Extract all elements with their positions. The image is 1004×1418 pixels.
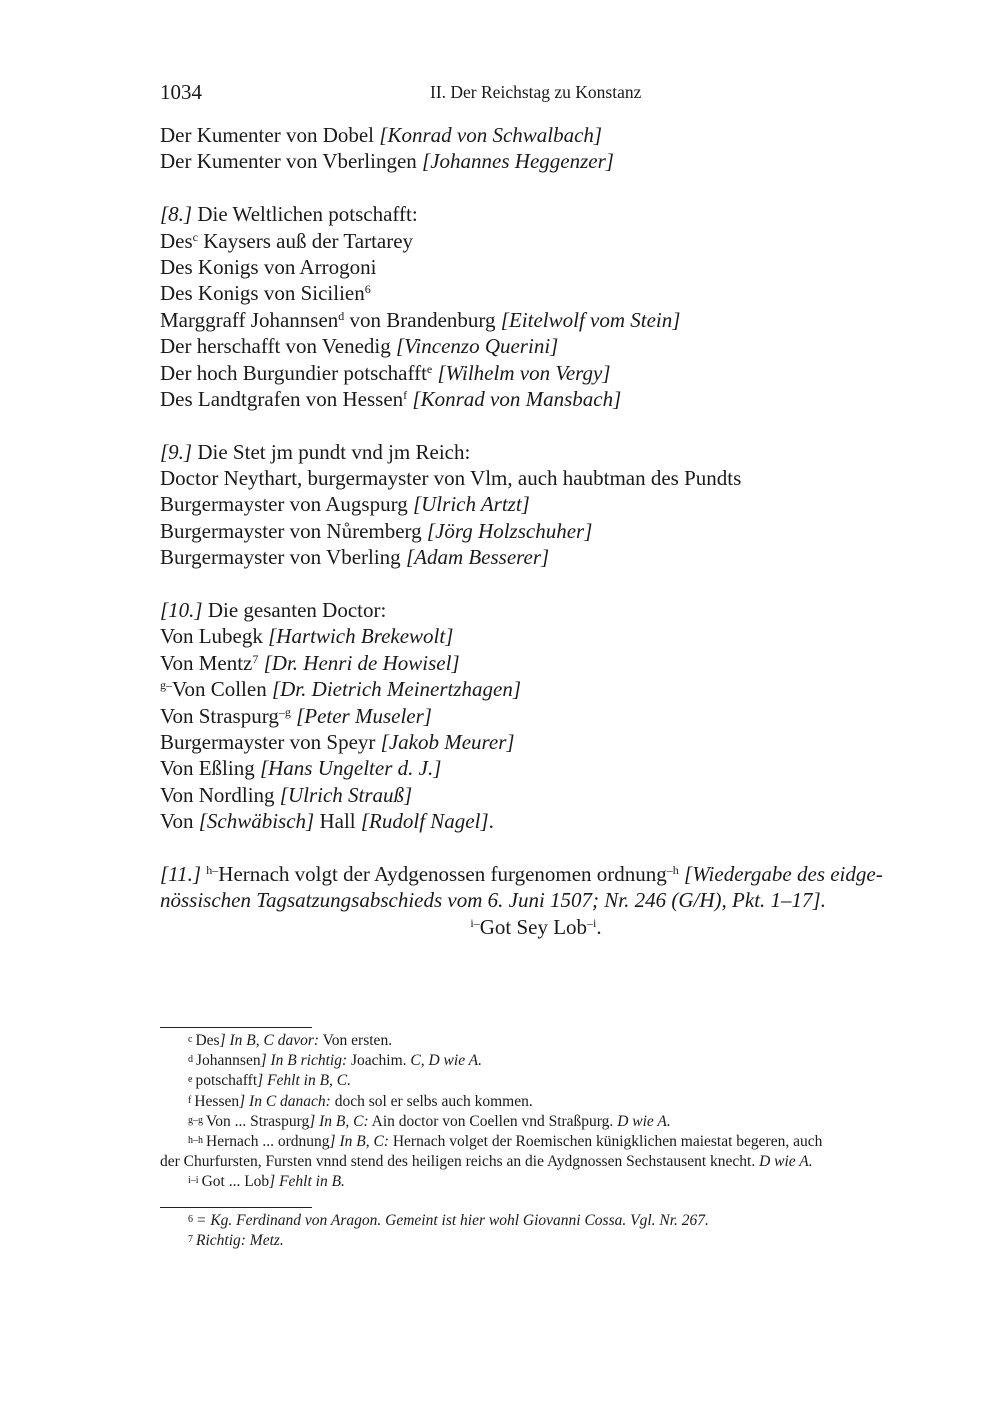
footnote-marker: g– <box>160 678 172 693</box>
footnote-rule <box>160 1027 312 1028</box>
spacer <box>160 571 912 597</box>
spacer <box>160 412 912 438</box>
text-line: Des$^c$ Kaysers auß der Tartarey <box>160 228 414 253</box>
text-line: Marggraff Johannsen$^d$ von Brandenburg [Eitelwolf vom Stein] <box>160 307 681 332</box>
notes-rule <box>160 1207 312 1208</box>
footnote-marker: c <box>192 229 198 244</box>
section-heading: [9.] Die Stet jm pundt vnd jm Reich: <box>160 439 471 464</box>
spacer <box>160 835 912 861</box>
text-line: Burgermayster von Vberling [Adam Besserer] <box>160 545 550 570</box>
text-line: Der hoch Burgundier potschafft$^e$ [Wilhelm von Vergy] <box>160 360 611 385</box>
note: 7 Richtig: Metz. <box>188 1232 284 1250</box>
text-line: Von Lubegk [Hartwich Brekewolt] <box>160 624 454 649</box>
footnote-marker: d <box>338 308 345 323</box>
text-line: Der herschafft von Venedig [Vincenzo Querini] <box>160 334 559 359</box>
footnote-marker: i– <box>470 915 480 930</box>
text-line: Von Eßling [Hans Ungelter d. J.] <box>160 756 442 781</box>
running-head: II. Der Reichstag zu Konstanz <box>430 82 642 102</box>
footnote-marker: e <box>426 361 433 376</box>
section-paragraph-line: [11.] $^{h-}$Hernach volgt der Aydgenossen furgenomen ordnung$^{-h}$ [Wiedergabe des eidge- <box>160 861 883 886</box>
page-header <box>160 80 910 108</box>
section-heading: [10.] Die gesanten Doctor: <box>160 598 387 623</box>
note-marker: 7 <box>252 651 259 666</box>
footnote: e potschafft] Fehlt in B, C. <box>188 1072 352 1090</box>
footnote: h–h Hernach ... ordnung] In B, C: Hernach volget der Roemischen künigklichen maiestat begeren, auch <box>188 1132 823 1150</box>
footnote-marker: f <box>403 387 408 402</box>
footnote-continuation: der Churfursten, Fursten vnnd stend des heiligen reichs an die Aydgnossen Sechstausent knecht. D wie A. <box>160 1153 813 1171</box>
main-text <box>160 122 912 940</box>
text-line: Von Straspurg$^{-g}$ [Peter Museler] <box>160 703 432 728</box>
text-line: $^{g-}$Von Collen [Dr. Dietrich Meinertzhagen] <box>160 677 522 702</box>
footnote: g–g Von ... Straspurg] In B, C: Ain doctor von Coellen vnd Straßpurg. D wie A. <box>188 1112 671 1130</box>
section-paragraph-line: nössischen Tagsatzungsabschieds vom 6. Juni 1507; Nr. 246 (G/H), Pkt. 1–17]. <box>160 888 826 913</box>
spacer <box>160 175 912 201</box>
footnote-marker: –h <box>666 862 679 877</box>
text-line: Des Konigs von Arrogoni <box>160 254 377 279</box>
text-line: Von Nordling [Ulrich Strauß] <box>160 782 413 807</box>
commentary-notes <box>160 1211 920 1251</box>
text-line: Burgermayster von Speyr [Jakob Meurer] <box>160 729 515 754</box>
text-line: Doctor Neythart, burgermayster von Vlm, auch haubtman des Pundts <box>160 466 742 491</box>
apparatus-footnotes <box>160 1031 920 1193</box>
footnote-marker: –i <box>587 915 597 930</box>
page-number: 1034 <box>160 80 202 104</box>
text-line: Burgermayster von Nůremberg [Jörg Holzschuher] <box>160 518 593 543</box>
text-line: Des Landtgrafen von Hessen$^f$ [Konrad von Mansbach] <box>160 386 622 411</box>
text-line: Burgermayster von Augspurg [Ulrich Artzt] <box>160 492 530 517</box>
footnote: d Johannsen] In B richtig: Joachim. C, D wie A. <box>188 1052 483 1070</box>
closing-line: $^{i-}$Got Sey Lob$^{-i}$. <box>470 914 602 939</box>
text-line: Von [Schwäbisch] Hall [Rudolf Nagel]. <box>160 809 494 834</box>
text-line: Von Mentz$^7$ [Dr. Henri de Howisel] <box>160 650 460 675</box>
note: 6 = Kg. Ferdinand von Aragon. Gemeint ist hier wohl Giovanni Cossa. Vgl. Nr. 267. <box>188 1212 709 1229</box>
text-line: Des Konigs von Sicilien$^6$ <box>160 281 371 306</box>
footnote-marker: –g <box>278 704 291 719</box>
footnote: i–i Got ... Lob] Fehlt in B. <box>188 1173 345 1191</box>
text-line: Der Kumenter von Vberlingen [Johannes Heggenzer] <box>160 149 614 174</box>
footnote: c Des] In B, C davor: Von ersten. <box>188 1032 393 1049</box>
footnote: f Hessen] In C danach: doch sol er selbs auch kommen. <box>188 1092 533 1110</box>
note-marker: 6 <box>364 282 371 297</box>
text-line: Der Kumenter von Dobel [Konrad von Schwalbach] <box>160 123 603 147</box>
section-heading: [8.] Die Weltlichen potschafft: <box>160 202 418 227</box>
footnote-marker: h– <box>206 862 219 877</box>
